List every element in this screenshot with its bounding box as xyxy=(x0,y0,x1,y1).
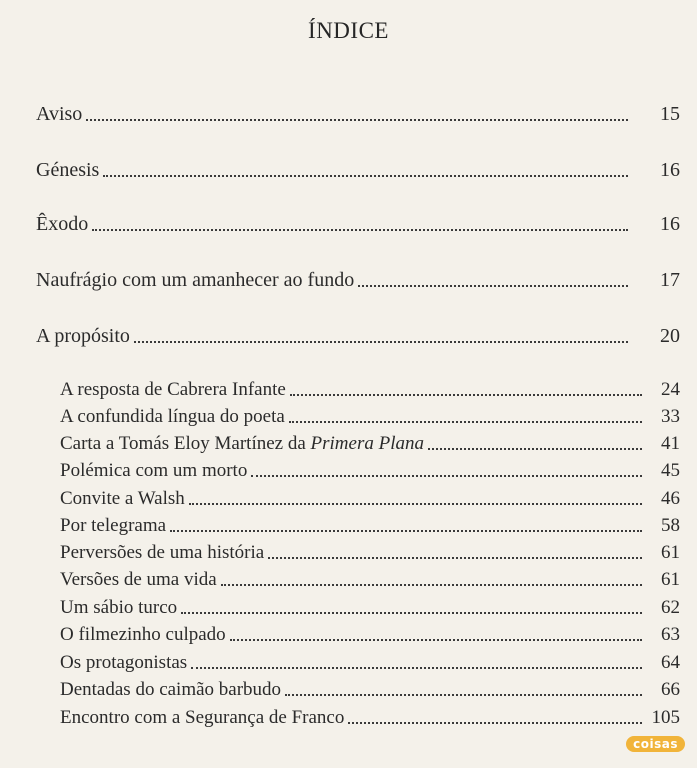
dot-leader xyxy=(289,421,642,423)
subentry-page: 61 xyxy=(661,569,680,590)
dot-leader xyxy=(92,229,628,231)
toc-subentry xyxy=(60,513,680,537)
dot-leader xyxy=(221,584,642,586)
toc-subentry xyxy=(60,595,680,619)
subentry-page: 62 xyxy=(661,597,680,618)
toc-subentry xyxy=(60,705,680,729)
subentry-page: 63 xyxy=(661,624,680,645)
toc-subentry xyxy=(60,486,680,510)
entry-page: 16 xyxy=(660,213,680,235)
entry-label: Génesis xyxy=(36,159,100,181)
subentry-label: Por telegrama xyxy=(60,515,167,536)
subentry-label: Perversões de uma história xyxy=(60,542,265,563)
toc-subentry xyxy=(60,540,680,564)
subentry-label: A resposta de Cabrera Infante xyxy=(60,379,286,400)
toc-subentry xyxy=(60,650,680,674)
subentry-label: Polémica com um morto xyxy=(60,460,248,481)
subentry-label: Dentadas do caimão barbudo xyxy=(60,679,282,700)
subentry-page: 105 xyxy=(651,707,680,728)
entry-label: Êxodo xyxy=(36,213,89,235)
toc-entry xyxy=(36,266,680,292)
subentry-page: 41 xyxy=(661,433,680,454)
dot-leader xyxy=(189,503,642,505)
dot-leader xyxy=(348,722,642,724)
entry-label: A propósito xyxy=(36,325,130,347)
subentry-page: 46 xyxy=(661,488,680,509)
subentry-page: 64 xyxy=(661,652,680,673)
subentry-page: 61 xyxy=(661,542,680,563)
entry-label: Naufrágio com um amanhecer ao fundo xyxy=(36,269,355,291)
subentry-page: 33 xyxy=(661,406,680,427)
dot-leader xyxy=(103,175,628,177)
dot-leader xyxy=(170,530,642,532)
dot-leader xyxy=(285,694,642,696)
subentry-page: 66 xyxy=(661,679,680,700)
toc-subentry xyxy=(60,458,680,482)
subentry-label-text: Carta a Tomás Eloy Martínez da xyxy=(60,433,311,454)
toc-subentry xyxy=(60,431,680,455)
subentry-label: O filmezinho culpado xyxy=(60,624,226,645)
dot-leader xyxy=(86,119,628,121)
subentry-label: Convite a Walsh xyxy=(60,488,185,509)
dot-leader xyxy=(290,394,642,396)
toc-subentry xyxy=(60,404,680,428)
toc-entry xyxy=(36,210,680,236)
entry-page: 15 xyxy=(660,103,680,125)
subentry-label: Os protagonistas xyxy=(60,652,188,673)
dot-leader xyxy=(134,341,628,343)
subentry-page: 58 xyxy=(661,515,680,536)
dot-leader xyxy=(230,639,642,641)
subentry-label: A confundida língua do poeta xyxy=(60,406,285,427)
entry-label: Aviso xyxy=(36,103,83,125)
subentry-page: 24 xyxy=(661,379,680,400)
dot-leader xyxy=(251,475,642,477)
dot-leader xyxy=(191,667,642,669)
toc-entry xyxy=(36,322,680,348)
dot-leader xyxy=(428,448,642,450)
toc-subentry xyxy=(60,622,680,646)
dot-leader xyxy=(181,612,642,614)
subentry-label: Versões de uma vida xyxy=(60,569,217,590)
subentry-label-italic: Primera Plana xyxy=(310,433,424,454)
entry-page: 17 xyxy=(660,269,680,291)
toc-entry xyxy=(36,156,680,182)
entry-page: 16 xyxy=(660,159,680,181)
subentry-page: 45 xyxy=(661,460,680,481)
toc-subentry xyxy=(60,567,680,591)
watermark-logo: coisas xyxy=(626,736,685,752)
dot-leader xyxy=(268,557,642,559)
toc-subentry xyxy=(60,677,680,701)
toc-subentry xyxy=(60,377,680,401)
entry-page: 20 xyxy=(660,325,680,347)
toc-entry xyxy=(36,100,680,126)
subentry-label: Um sábio turco xyxy=(60,597,178,618)
dot-leader xyxy=(358,285,628,287)
subentry-label xyxy=(60,433,424,455)
page-title: ÍNDICE xyxy=(308,18,389,43)
subentry-label: Encontro com a Segurança de Franco xyxy=(60,707,345,728)
